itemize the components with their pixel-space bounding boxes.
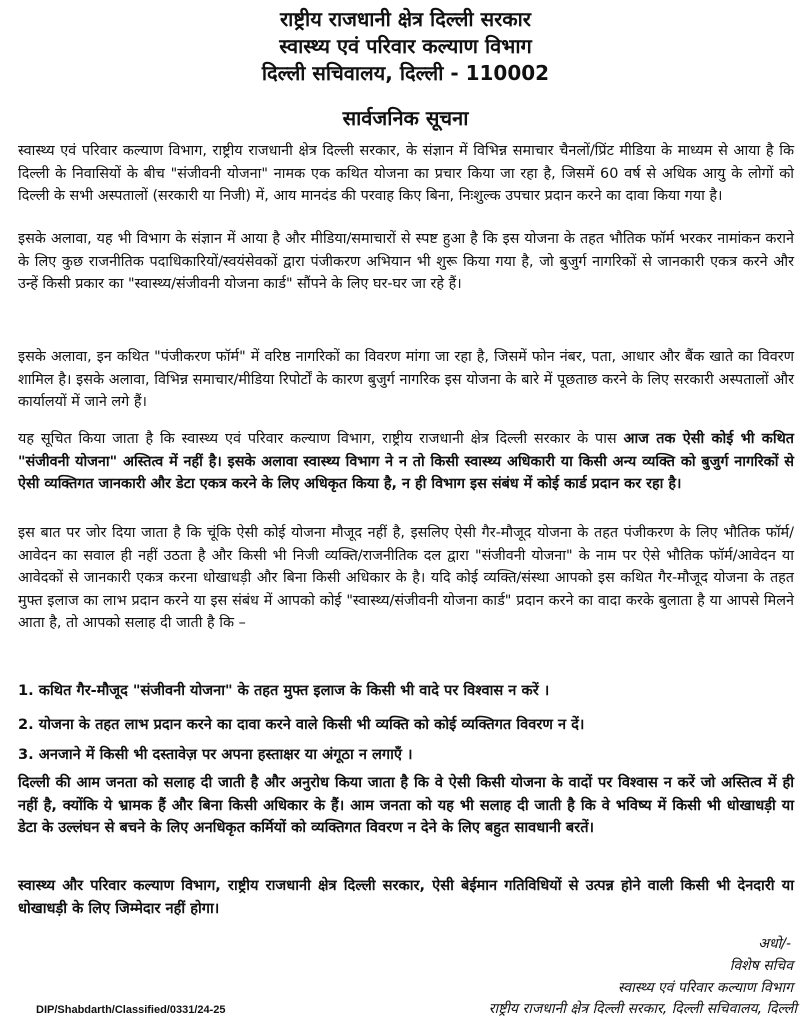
notice-title: सार्वजनिक सूचना: [342, 106, 469, 130]
paragraph-5: इस बात पर जोर दिया जाता है कि चूंकि ऐसी कोई योजना मौजूद नहीं है, इसलिए ऐसी गैर-मौजूद योजना के तहत पंजीकरण के लिए भौतिक फॉर्म/आवेदन का सवाल ही नहीं उठता है और किसी भी निजी व्यक्ति/राजनीतिक दल द्वारा "संजीवनी योजना" के नाम पर ऐसे भौतिक फॉर्म/आवेदन या आवेदकों से जानकारी एकत्र करना धोखाधड़ी और बिना किसी अधिकार के है। यदि कोई व्यक्ति/संस्था आपको इस कथित गैर-मौजूद योजना के तहत मुफ्त इलाज का लाभ प्रदान करने या इस संबंध में आपको कोई "स्वास्थ्य/संजीवनी योजना कार्ड" प्रदान करने का वादा करके बुलाता है या आपसे मिलने आता है, तो आपको सलाह दी जाती है कि –: [18, 525, 794, 631]
dip-reference-number: DIP/Shabdarth/Classified/0331/24-25: [36, 1004, 226, 1016]
paragraph-3: इसके अलावा, इन कथित "पंजीकरण फॉर्म" में वरिष्ठ नागरिकों का विवरण मांगा जा रहा है, जिसमें फोन नंबर, पता, आधार और बैंक खाते का विवरण शामिल है। इसके अलावा, विभिन्न समाचार/मीडिया रिपोर्टों के कारण बुजुर्ग नागरिक इस योजना के बारे में पूछताछ करने के लिए सरकारी अस्पतालों और कार्यालयों में जाने लगे हैं।: [18, 349, 794, 410]
signature-designation: विशेष सचिव: [729, 958, 793, 974]
header-government: राष्ट्रीय राजधानी क्षेत्र दिल्ली सरकार: [280, 7, 531, 31]
advice-point-1: 1. कथित गैर-मौजूद "संजीवनी योजना" के तहत मुफ्त इलाज के किसी भी वादे पर विश्वास न करें ।: [18, 682, 550, 699]
paragraph-4-bold: आज तक ऐसी कोई भी कथित "संजीवनी योजना" अस्तित्व में नहीं है। इसके अलावा स्वास्थ्य विभाग ने न तो किसी स्वास्थ्य अधिकारी या किसी अन्य व्यक्ति को बुजुर्ग नागरिकों से ऐसी व्यक्तिगत जानकारी और डेटा एकत्र करने के लिए अधिकृत किया है, न ही विभाग इस संबंध में कोई कार्ड प्रदान कर रहा है।: [18, 431, 794, 492]
header-department: स्वास्थ्य एवं परिवार कल्याण विभाग: [279, 34, 532, 58]
signature-department: स्वास्थ्य एवं परिवार कल्याण विभाग: [617, 980, 793, 996]
header-address: दिल्ली सचिवालय, दिल्ली - 110002: [261, 61, 550, 85]
paragraph-1: स्वास्थ्य एवं परिवार कल्याण विभाग, राष्ट्रीय राजधानी क्षेत्र दिल्ली सरकार, के संज्ञान में विभिन्न समाचार चैनलों/प्रिंट मीडिया के माध्यम से आया है कि दिल्ली के निवासियों के बीच "संजीवनी योजना" नामक एक कथित योजना का प्रचार किया जा रहा है, जिसमें 60 वर्ष से अधिक आयु के लोगों को दिल्ली के सभी अस्पतालों (सरकारी या निजी) में, आय मानदंड की परवाह किए बिना, निःशुल्क उपचार प्रदान करने का दावा किया गया है।: [18, 143, 794, 204]
signature-signed: अधो/-: [758, 936, 791, 952]
paragraph-6: दिल्ली की आम जनता को सलाह दी जाती है और अनुरोध किया जाता है कि वे ऐसी किसी योजना के वादों पर विश्वास न करें जो अस्तित्व में ही नहीं है, क्योंकि ये भ्रामक हैं और बिना किसी अधिकार के हैं। आम जनता को यह भी सलाह दी जाती है कि वे भविष्य में किसी भी धोखाधड़ी या डेटा के उल्लंघन से बचने के लिए अनधिकृत कर्मियों को व्यक्तिगत विवरण न देने के लिए बहुत सावधानी बरतें।: [18, 774, 794, 837]
notice-header: [0, 6, 811, 87]
paragraph-4-normal: यह सूचित किया जाता है कि स्वास्थ्य एवं परिवार कल्याण विभाग, राष्ट्रीय राजधानी क्षेत्र दिल्ली सरकार के पास: [18, 431, 624, 447]
paragraph-7: स्वास्थ्य और परिवार कल्याण विभाग, राष्ट्रीय राजधानी क्षेत्र दिल्ली सरकार, ऐसी बेईमान गतिविधियों से उत्पन्न होने वाली किसी भी देनदारी या धोखाधड़ी के लिए जिम्मेदार नहीं होगा।: [18, 877, 794, 917]
paragraph-2: इसके अलावा, यह भी विभाग के संज्ञान में आया है और मीडिया/समाचारों से स्पष्ट हुआ है कि इस योजना के तहत भौतिक फॉर्म भरकर नामांकन कराने के लिए कुछ राजनीतिक पदाधिकारियों/स्वयंसेवकों द्वारा पंजीकरण अभियान भी शुरू किया गया है, जो बुजुर्ग नागरिकों से जानकारी एकत्र करने और उन्हें किसी प्रकार का "स्वास्थ्य/संजीवनी योजना कार्ड" सौंपने के लिए घर-घर जा रहे हैं।: [18, 231, 794, 292]
paragraph-4: [18, 428, 794, 496]
signature-office: राष्ट्रीय राजधानी क्षेत्र दिल्ली सरकार, दिल्ली सचिवालय, दिल्ली: [488, 1001, 797, 1017]
advice-point-3: 3. अनजाने में किसी भी दस्तावेज़ पर अपना हस्ताक्षर या अंगूठा न लगाएँ ।: [18, 746, 413, 763]
advice-point-2: 2. योजना के तहत लाभ प्रदान करने का दावा करने वाले किसी भी व्यक्ति को कोई व्यक्तिगत विवरण न दें।: [18, 716, 585, 733]
